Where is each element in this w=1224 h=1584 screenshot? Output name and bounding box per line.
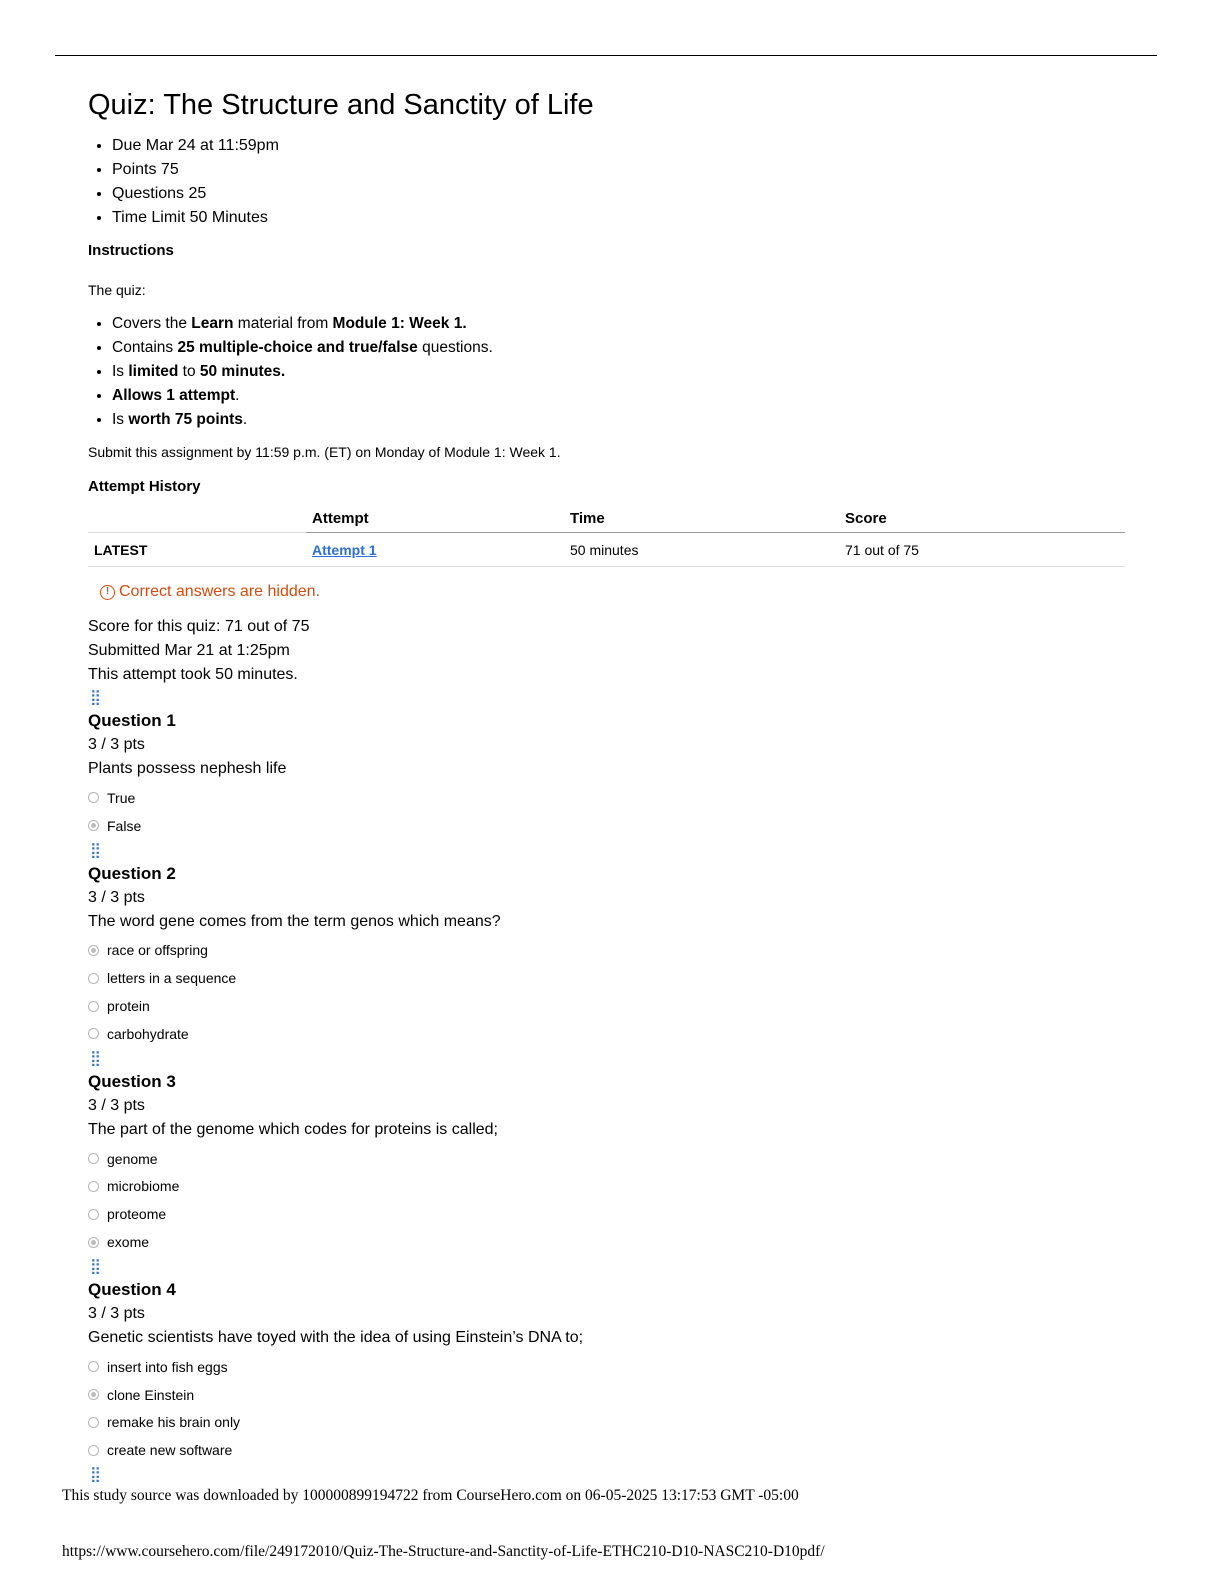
instruction-segment: worth 75 points: [128, 411, 243, 428]
attempt-row-label: LATEST: [88, 533, 306, 567]
answer-label: microbiome: [107, 1178, 180, 1195]
summary-score: Score for this quiz: 71 out of 75: [88, 618, 310, 635]
question-text: The word gene comes from the term genos which means?: [88, 912, 501, 930]
source-url: https://www.coursehero.com/file/249172010/Quiz-The-Structure-and-Sanctity-of-Life-ETHC210-D10-NASC210-D10pdf/: [62, 1543, 825, 1560]
question-block: [88, 1278, 1128, 1464]
question-text: The part of the genome which codes for proteins is called;: [88, 1120, 498, 1138]
instruction-item: [112, 408, 1128, 432]
answer-option: [88, 812, 1128, 840]
radio-selected-icon: [88, 820, 99, 831]
detail-due: • Due Mar 24 at 11:59pm: [112, 134, 1128, 158]
radio-icon: [88, 1361, 99, 1372]
column-header-attempt: Attempt: [306, 508, 564, 533]
answer-label: race or offspring: [107, 942, 208, 959]
question-title: Question 2: [88, 863, 176, 883]
column-header-score: Score: [839, 508, 1125, 533]
drag-handle-icon[interactable]: ⣿: [90, 1049, 100, 1067]
answer-option: [88, 1381, 1128, 1409]
quiz-details: [88, 134, 1128, 230]
warning-text: Correct answers are hidden.: [119, 583, 320, 600]
instructions-list: [88, 312, 1128, 432]
attempt-time: 50 minutes: [564, 533, 839, 567]
summary-duration: This attempt took 50 minutes.: [88, 666, 298, 683]
detail-questions: • Questions 25: [112, 182, 1128, 206]
submit-note: Submit this assignment by 11:59 p.m. (ET) on Monday of Module 1: Week 1.: [88, 444, 561, 460]
attempt-score: 71 out of 75: [839, 533, 1125, 567]
radio-icon: [88, 1209, 99, 1220]
answer-label: True: [107, 789, 136, 806]
top-divider: [55, 55, 1157, 56]
instruction-segment: to: [178, 363, 200, 380]
question-block: [88, 1070, 1128, 1256]
instruction-segment: Contains: [112, 339, 178, 356]
answer-label: proteome: [107, 1206, 167, 1223]
radio-icon: [88, 1028, 99, 1039]
instruction-segment: Module 1: Week 1.: [332, 315, 467, 332]
answer-option: [88, 1145, 1128, 1173]
radio-icon: [88, 792, 99, 803]
answer-option: [88, 1228, 1128, 1256]
instruction-segment: questions.: [417, 339, 493, 356]
radio-selected-icon: [88, 945, 99, 956]
question-block: [88, 862, 1128, 1048]
table-row: [88, 533, 1125, 567]
page-title: Quiz: The Structure and Sanctity of Life: [88, 89, 594, 121]
radio-icon: [88, 1417, 99, 1428]
question-title: Question 3: [88, 1071, 176, 1091]
column-header-blank: [88, 508, 306, 533]
instruction-segment: Is: [112, 411, 129, 428]
answer-option: [88, 1353, 1128, 1381]
radio-selected-icon: [88, 1237, 99, 1248]
answer-option: [88, 937, 1128, 965]
instruction-segment: Covers the: [112, 315, 192, 332]
answer-option: [88, 1409, 1128, 1437]
answer-option: [88, 964, 1128, 992]
radio-icon: [88, 1153, 99, 1164]
drag-handle-icon[interactable]: ⣿: [90, 1466, 100, 1484]
instruction-item: [112, 360, 1128, 384]
radio-icon: [88, 1181, 99, 1192]
radio-icon: [88, 1001, 99, 1012]
answer-label: genome: [107, 1150, 158, 1167]
instruction-item: [112, 384, 1128, 408]
question-points: 3 / 3 pts: [88, 1096, 145, 1114]
instruction-item: [112, 336, 1128, 360]
instruction-segment: Learn: [191, 315, 234, 332]
instruction-segment: material from: [233, 315, 333, 332]
question-block: [88, 709, 1128, 840]
question-title: Question 1: [88, 711, 176, 730]
drag-handle-icon[interactable]: ⣿: [90, 1257, 100, 1275]
answer-label: insert into fish eggs: [107, 1358, 228, 1375]
quiz-summary: [88, 615, 1128, 687]
question-title: Question 4: [88, 1279, 176, 1299]
radio-icon: [88, 973, 99, 984]
answer-label: exome: [107, 1234, 150, 1251]
attempt-history-heading: Attempt History: [88, 478, 201, 495]
question-text: Genetic scientists have toyed with the idea of using Einstein’s DNA to;: [88, 1328, 584, 1346]
warning-icon: !: [100, 585, 115, 600]
instruction-segment: .: [235, 387, 240, 404]
instruction-segment: Allows 1 attempt: [112, 387, 236, 404]
answer-label: False: [107, 817, 142, 834]
answer-label: remake his brain only: [107, 1414, 241, 1431]
answer-label: clone Einstein: [107, 1386, 195, 1403]
radio-selected-icon: [88, 1389, 99, 1400]
answer-label: protein: [107, 998, 150, 1015]
question-points: 3 / 3 pts: [88, 736, 145, 753]
radio-icon: [88, 1445, 99, 1456]
instruction-segment: limited: [128, 363, 179, 380]
column-header-time: Time: [564, 508, 839, 533]
drag-handle-icon[interactable]: ⣿: [90, 841, 100, 859]
instructions-intro: The quiz:: [88, 282, 146, 298]
answer-option: [88, 1436, 1128, 1464]
drag-handle-icon[interactable]: ⣿: [90, 689, 100, 706]
download-note: This study source was downloaded by 100000899194722 from CourseHero.com on 06-05-2025 13:17:53 GMT -05:00: [62, 1487, 799, 1504]
detail-points: • Points 75: [112, 158, 1128, 182]
instruction-segment: Is: [112, 363, 129, 380]
answer-label: carbohydrate: [107, 1025, 189, 1042]
detail-time-limit: • Time Limit 50 Minutes: [112, 206, 1128, 230]
answer-option: [88, 784, 1128, 812]
quiz-content: [88, 86, 1128, 1486]
answer-option: [88, 1173, 1128, 1201]
attempt-link[interactable]: Attempt 1: [312, 541, 377, 558]
answer-option: [88, 1020, 1128, 1048]
question-list: [88, 687, 1128, 1486]
question-points: 3 / 3 pts: [88, 1304, 145, 1322]
answer-option: [88, 1200, 1128, 1228]
attempt-cell: [306, 533, 564, 567]
instructions-heading: Instructions: [88, 242, 174, 259]
answer-option: [88, 992, 1128, 1020]
instruction-segment: .: [242, 411, 248, 428]
answer-label: create new software: [107, 1442, 233, 1459]
instruction-segment: 25 multiple-choice and true/false: [177, 339, 418, 356]
instruction-segment: 50 minutes.: [199, 363, 286, 380]
correct-answers-warning: [100, 581, 1128, 603]
summary-submitted: Submitted Mar 21 at 1:25pm: [88, 642, 290, 659]
question-points: 3 / 3 pts: [88, 888, 145, 906]
attempt-history-table: [88, 508, 1125, 567]
instruction-item: [112, 312, 1128, 336]
answer-label: letters in a sequence: [107, 970, 237, 987]
question-text: Plants possess nephesh life: [88, 760, 287, 777]
attempt-table-header: [88, 508, 1125, 533]
